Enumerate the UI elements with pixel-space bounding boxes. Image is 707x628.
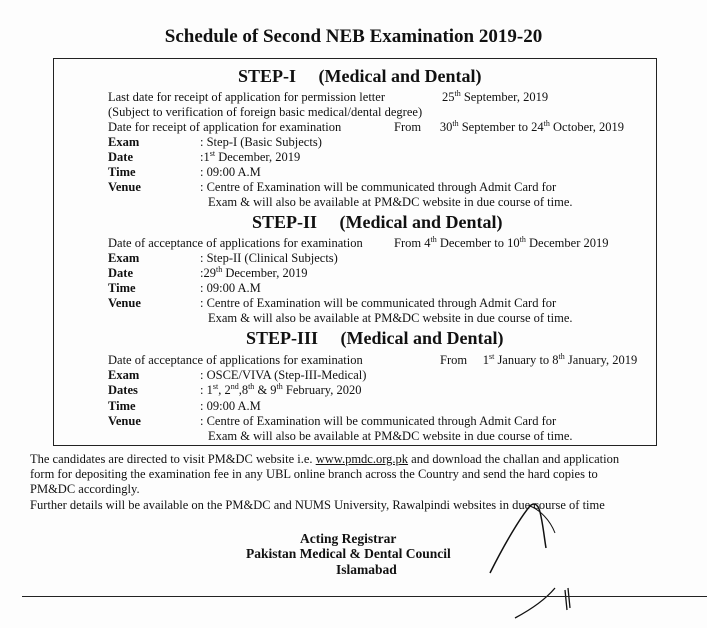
footer-further-details: Further details will be available on the PM&DC and NUMS University, Rawalpindi websites in due course of time [30,498,605,512]
step2-time-value: : 09:00 A.M [200,281,261,295]
step1-subject-note: (Subject to verification of foreign basic medical/dental degree) [108,105,423,119]
step2-title: STEP-II [252,212,318,232]
step1-date-label: Date [108,150,133,164]
sign-city: Islamabad [336,562,397,577]
signature-mark [460,498,580,578]
step2-heading [252,212,503,233]
page-title: Schedule of Second NEB Examination 2019-20 [164,26,543,47]
step1-time-label: Time [108,165,136,179]
step3-venue-label: Venue [108,414,141,428]
step1-venue-label: Venue [108,180,141,194]
sign-org: Pakistan Medical & Dental Council [246,546,451,561]
step1-date-value: :1st December, 2019 [200,148,301,164]
step1-heading [238,66,482,87]
step3-accept-value: From 1st January to 8th January, 2019 [440,351,638,367]
sign-role: Acting Registrar [300,531,397,546]
step1-title: STEP-I [238,66,297,86]
step3-venue-line2: Exam & will also be available at PM&DC website in due course of time. [208,429,573,443]
step2-time-label: Time [108,281,136,295]
step2-accept-value: From 4th December to 10th December 2019 [394,234,609,250]
pmdc-website-link[interactable]: www.pmdc.org.pk [315,452,409,466]
step2-exam-label: Exam [108,251,140,265]
step3-exam-value: : OSCE/VIVA (Step-III-Medical) [200,368,367,382]
step1-last-date-label: Last date for receipt of application for permission letter [108,90,385,104]
step3-time-value: : 09:00 A.M [200,399,261,413]
step3-dates-label: Dates [108,383,138,397]
step3-dates-value: : 1st, 2nd,8th & 9th February, 2020 [200,381,362,397]
step3-heading [246,328,504,349]
bottom-divider [22,596,707,597]
step1-venue-line1: : Centre of Examination will be communicated through Admit Card for [200,180,557,194]
step1-exam-label: Exam [108,135,140,149]
signature-initial-mark [510,580,590,620]
step2-venue-line2: Exam & will also be available at PM&DC website in due course of time. [208,311,573,325]
step3-time-label: Time [108,399,136,413]
step2-venue-label: Venue [108,296,141,310]
step2-date-label: Date [108,266,133,280]
step2-venue-line1: : Centre of Examination will be communicated through Admit Card for [200,296,557,310]
step2-subtitle: (Medical and Dental) [339,212,503,232]
footer-instructions-line2: form for depositing the examination fee in any UBL online branch across the Country and send the hard copies to [30,467,598,481]
step1-venue-line2: Exam & will also be available at PM&DC website in due course of time. [208,195,573,209]
step3-subtitle: (Medical and Dental) [340,328,504,348]
step3-title: STEP-III [246,328,319,348]
step2-date-value: :29th December, 2019 [200,264,308,280]
step1-receipt-value: From 30th September to 24th October, 2019 [394,118,625,134]
step2-exam-value: : Step-II (Clinical Subjects) [200,251,338,265]
step3-venue-line1: : Centre of Examination will be communicated through Admit Card for [200,414,557,428]
step3-accept-label: Date of acceptance of applications for examination [108,353,363,367]
step3-exam-label: Exam [108,368,140,382]
step1-last-date-value: 25th September, 2019 [442,88,549,104]
step2-accept-label: Date of acceptance of applications for examination [108,236,363,250]
step1-subtitle: (Medical and Dental) [318,66,482,86]
footer-instructions-line1: The candidates are directed to visit PM&DC website i.e. www.pmdc.org.pk and download the challan and application [30,452,620,466]
step1-exam-value: : Step-I (Basic Subjects) [200,135,322,149]
step1-receipt-label: Date for receipt of application for examination [108,120,342,134]
step1-time-value: : 09:00 A.M [200,165,261,179]
footer-instructions-line3: PM&DC accordingly. [30,482,140,496]
